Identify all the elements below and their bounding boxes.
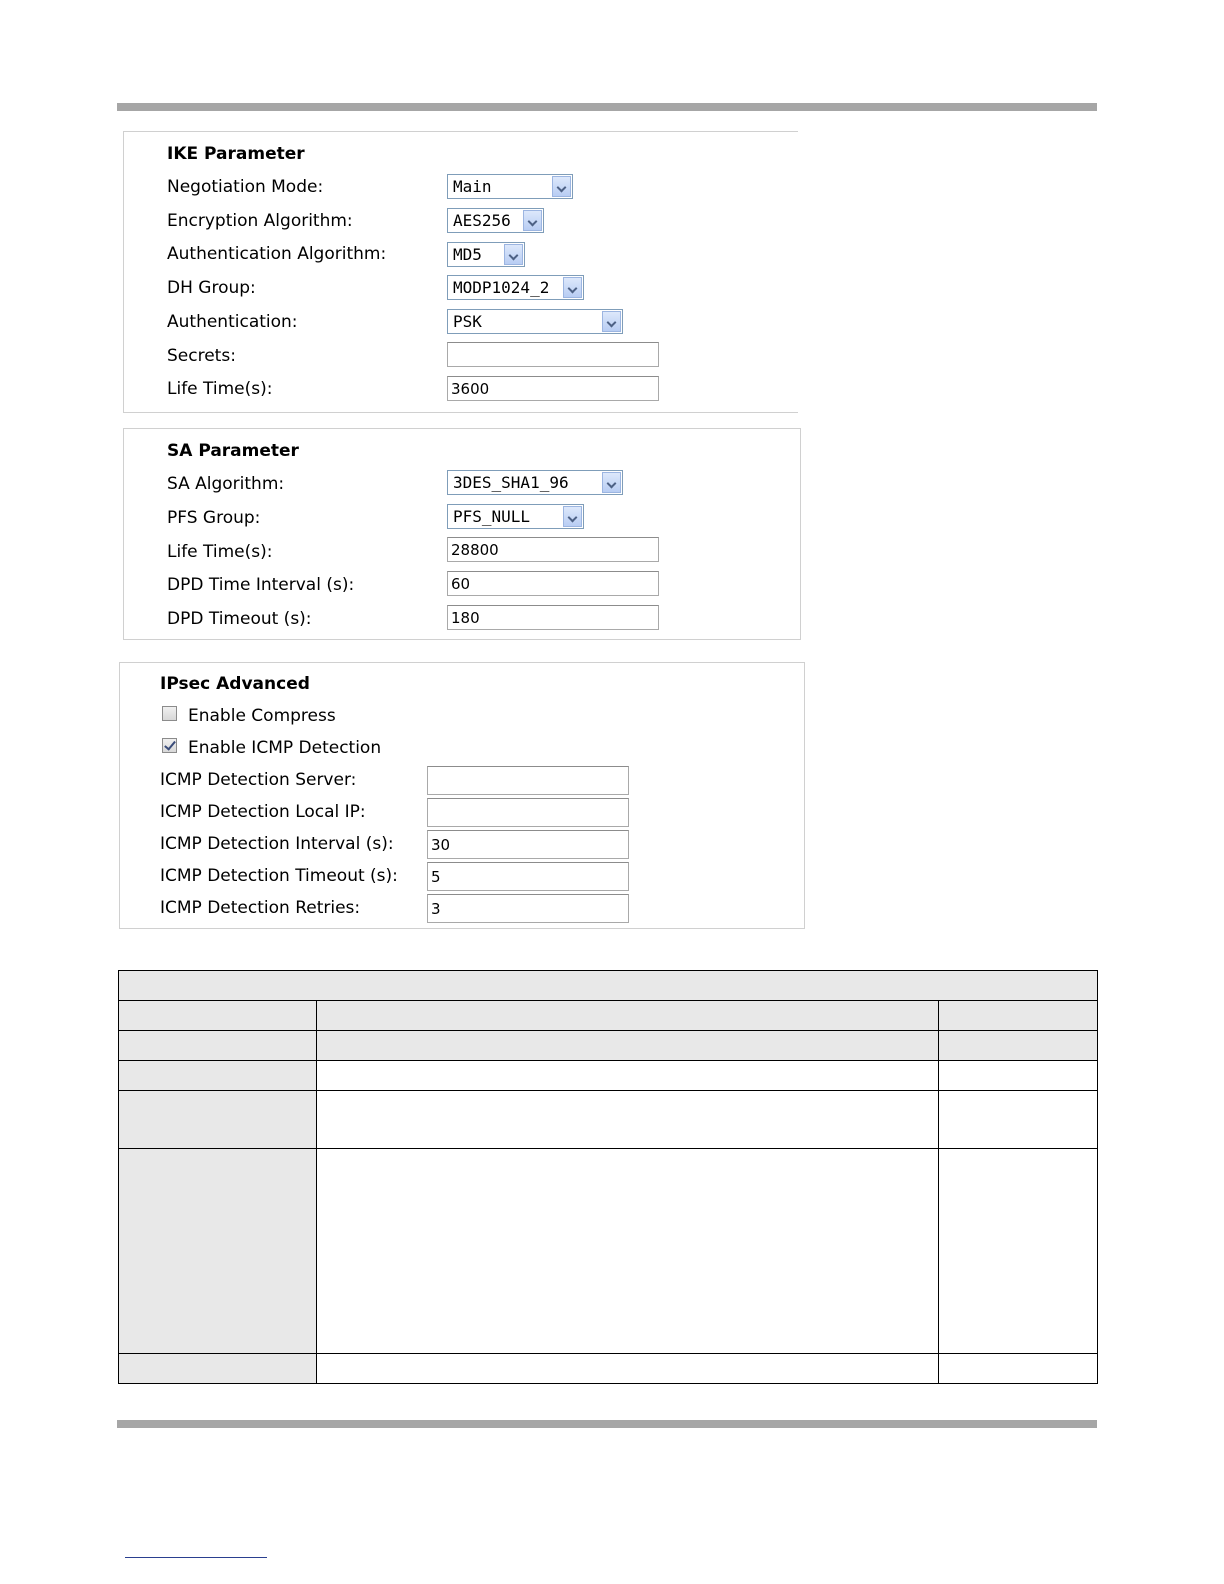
table-cell	[119, 1091, 317, 1149]
table-cell	[939, 1149, 1098, 1354]
table-header-cell	[939, 1001, 1098, 1031]
negotiation-mode-select[interactable]	[447, 174, 573, 199]
table-cell	[119, 1354, 317, 1384]
icmp-retries-label: ICMP Detection Retries:	[160, 898, 361, 918]
table-cell	[317, 1091, 939, 1149]
icmp-server-label: ICMP Detection Server:	[160, 770, 357, 790]
table-row	[119, 1149, 1098, 1354]
table-row	[119, 1061, 1098, 1091]
authentication-label: Authentication:	[167, 312, 298, 332]
authentication-value: PSK	[453, 312, 482, 331]
authentication-algorithm-select[interactable]	[447, 242, 525, 267]
dpd-timeout-input[interactable]	[447, 605, 659, 630]
table-cell	[119, 1031, 317, 1061]
ipsec-advanced-panel	[119, 662, 805, 929]
table-row	[119, 1354, 1098, 1384]
table-header-cell	[119, 1001, 317, 1031]
chevron-down-icon[interactable]	[552, 176, 571, 197]
table-cell	[939, 1354, 1098, 1384]
sa-algorithm-select[interactable]	[447, 470, 623, 495]
icmp-interval-input[interactable]	[427, 830, 629, 859]
sa-algorithm-label: SA Algorithm:	[167, 474, 285, 494]
encryption-algorithm-select[interactable]	[447, 208, 544, 233]
table-cell	[119, 1061, 317, 1091]
dpd-interval-input[interactable]	[447, 571, 659, 596]
ike-life-time-label: Life Time(s):	[167, 379, 273, 399]
icmp-timeout-input[interactable]	[427, 862, 629, 891]
table-cell	[317, 1354, 939, 1384]
enable-compress-checkbox[interactable]	[162, 706, 177, 721]
negotiation-mode-value: Main	[453, 177, 492, 196]
table-cell	[317, 1031, 939, 1061]
dh-group-select[interactable]	[447, 275, 584, 300]
table-cell	[317, 1149, 939, 1354]
sa-life-time-label: Life Time(s):	[167, 542, 273, 562]
icmp-interval-label: ICMP Detection Interval (s):	[160, 834, 394, 854]
chevron-down-icon[interactable]	[602, 311, 621, 332]
advanced-title: IPsec Advanced	[160, 674, 310, 694]
chevron-down-icon[interactable]	[563, 277, 582, 298]
sa-title: SA Parameter	[167, 441, 299, 461]
icmp-retries-input[interactable]	[427, 894, 629, 923]
secrets-label: Secrets:	[167, 346, 236, 366]
ike-title: IKE Parameter	[167, 144, 305, 164]
table-row	[119, 1091, 1098, 1149]
sa-life-time-input[interactable]	[447, 537, 659, 562]
icmp-local-ip-input[interactable]	[427, 798, 629, 827]
icmp-server-input[interactable]	[427, 766, 629, 795]
encryption-algorithm-value: AES256	[453, 211, 511, 230]
bottom-rule	[117, 1420, 1097, 1428]
pfs-group-select[interactable]	[447, 504, 584, 529]
enable-icmp-checkbox[interactable]	[162, 738, 177, 753]
top-rule	[117, 103, 1097, 111]
authentication-algorithm-label: Authentication Algorithm:	[167, 244, 387, 264]
pfs-group-value: PFS_NULL	[453, 507, 531, 526]
chevron-down-icon[interactable]	[563, 506, 582, 527]
secrets-input[interactable]	[447, 342, 659, 367]
chevron-down-icon[interactable]	[504, 244, 523, 265]
authentication-select[interactable]	[447, 309, 623, 334]
sa-algorithm-value: 3DES_SHA1_96	[453, 473, 569, 492]
parameter-description-table	[118, 970, 1098, 1384]
pfs-group-label: PFS Group:	[167, 508, 261, 528]
table-cell	[939, 1091, 1098, 1149]
dh-group-value: MODP1024_2	[453, 278, 550, 297]
dh-group-label: DH Group:	[167, 278, 256, 298]
enable-icmp-label[interactable]: Enable ICMP Detection	[188, 738, 382, 758]
icmp-local-ip-label: ICMP Detection Local IP:	[160, 802, 366, 822]
ike-life-time-input[interactable]	[447, 376, 659, 401]
table-cell	[317, 1061, 939, 1091]
table-title-cell	[119, 971, 1098, 1001]
sa-parameter-panel	[123, 428, 801, 640]
chevron-down-icon[interactable]	[523, 210, 542, 231]
table-cell	[939, 1031, 1098, 1061]
chevron-down-icon[interactable]	[602, 472, 621, 493]
dpd-timeout-label: DPD Timeout (s):	[167, 609, 312, 629]
icmp-timeout-label: ICMP Detection Timeout (s):	[160, 866, 398, 886]
authentication-algorithm-value: MD5	[453, 245, 482, 264]
negotiation-mode-label: Negotiation Mode:	[167, 177, 324, 197]
table-header-cell	[317, 1001, 939, 1031]
enable-compress-label[interactable]: Enable Compress	[188, 706, 336, 726]
ike-parameter-panel	[123, 131, 798, 413]
encryption-algorithm-label: Encryption Algorithm:	[167, 211, 353, 231]
dpd-interval-label: DPD Time Interval (s):	[167, 575, 355, 595]
table-cell	[939, 1061, 1098, 1091]
table-cell	[119, 1149, 317, 1354]
footer-link-underline	[125, 1557, 267, 1558]
